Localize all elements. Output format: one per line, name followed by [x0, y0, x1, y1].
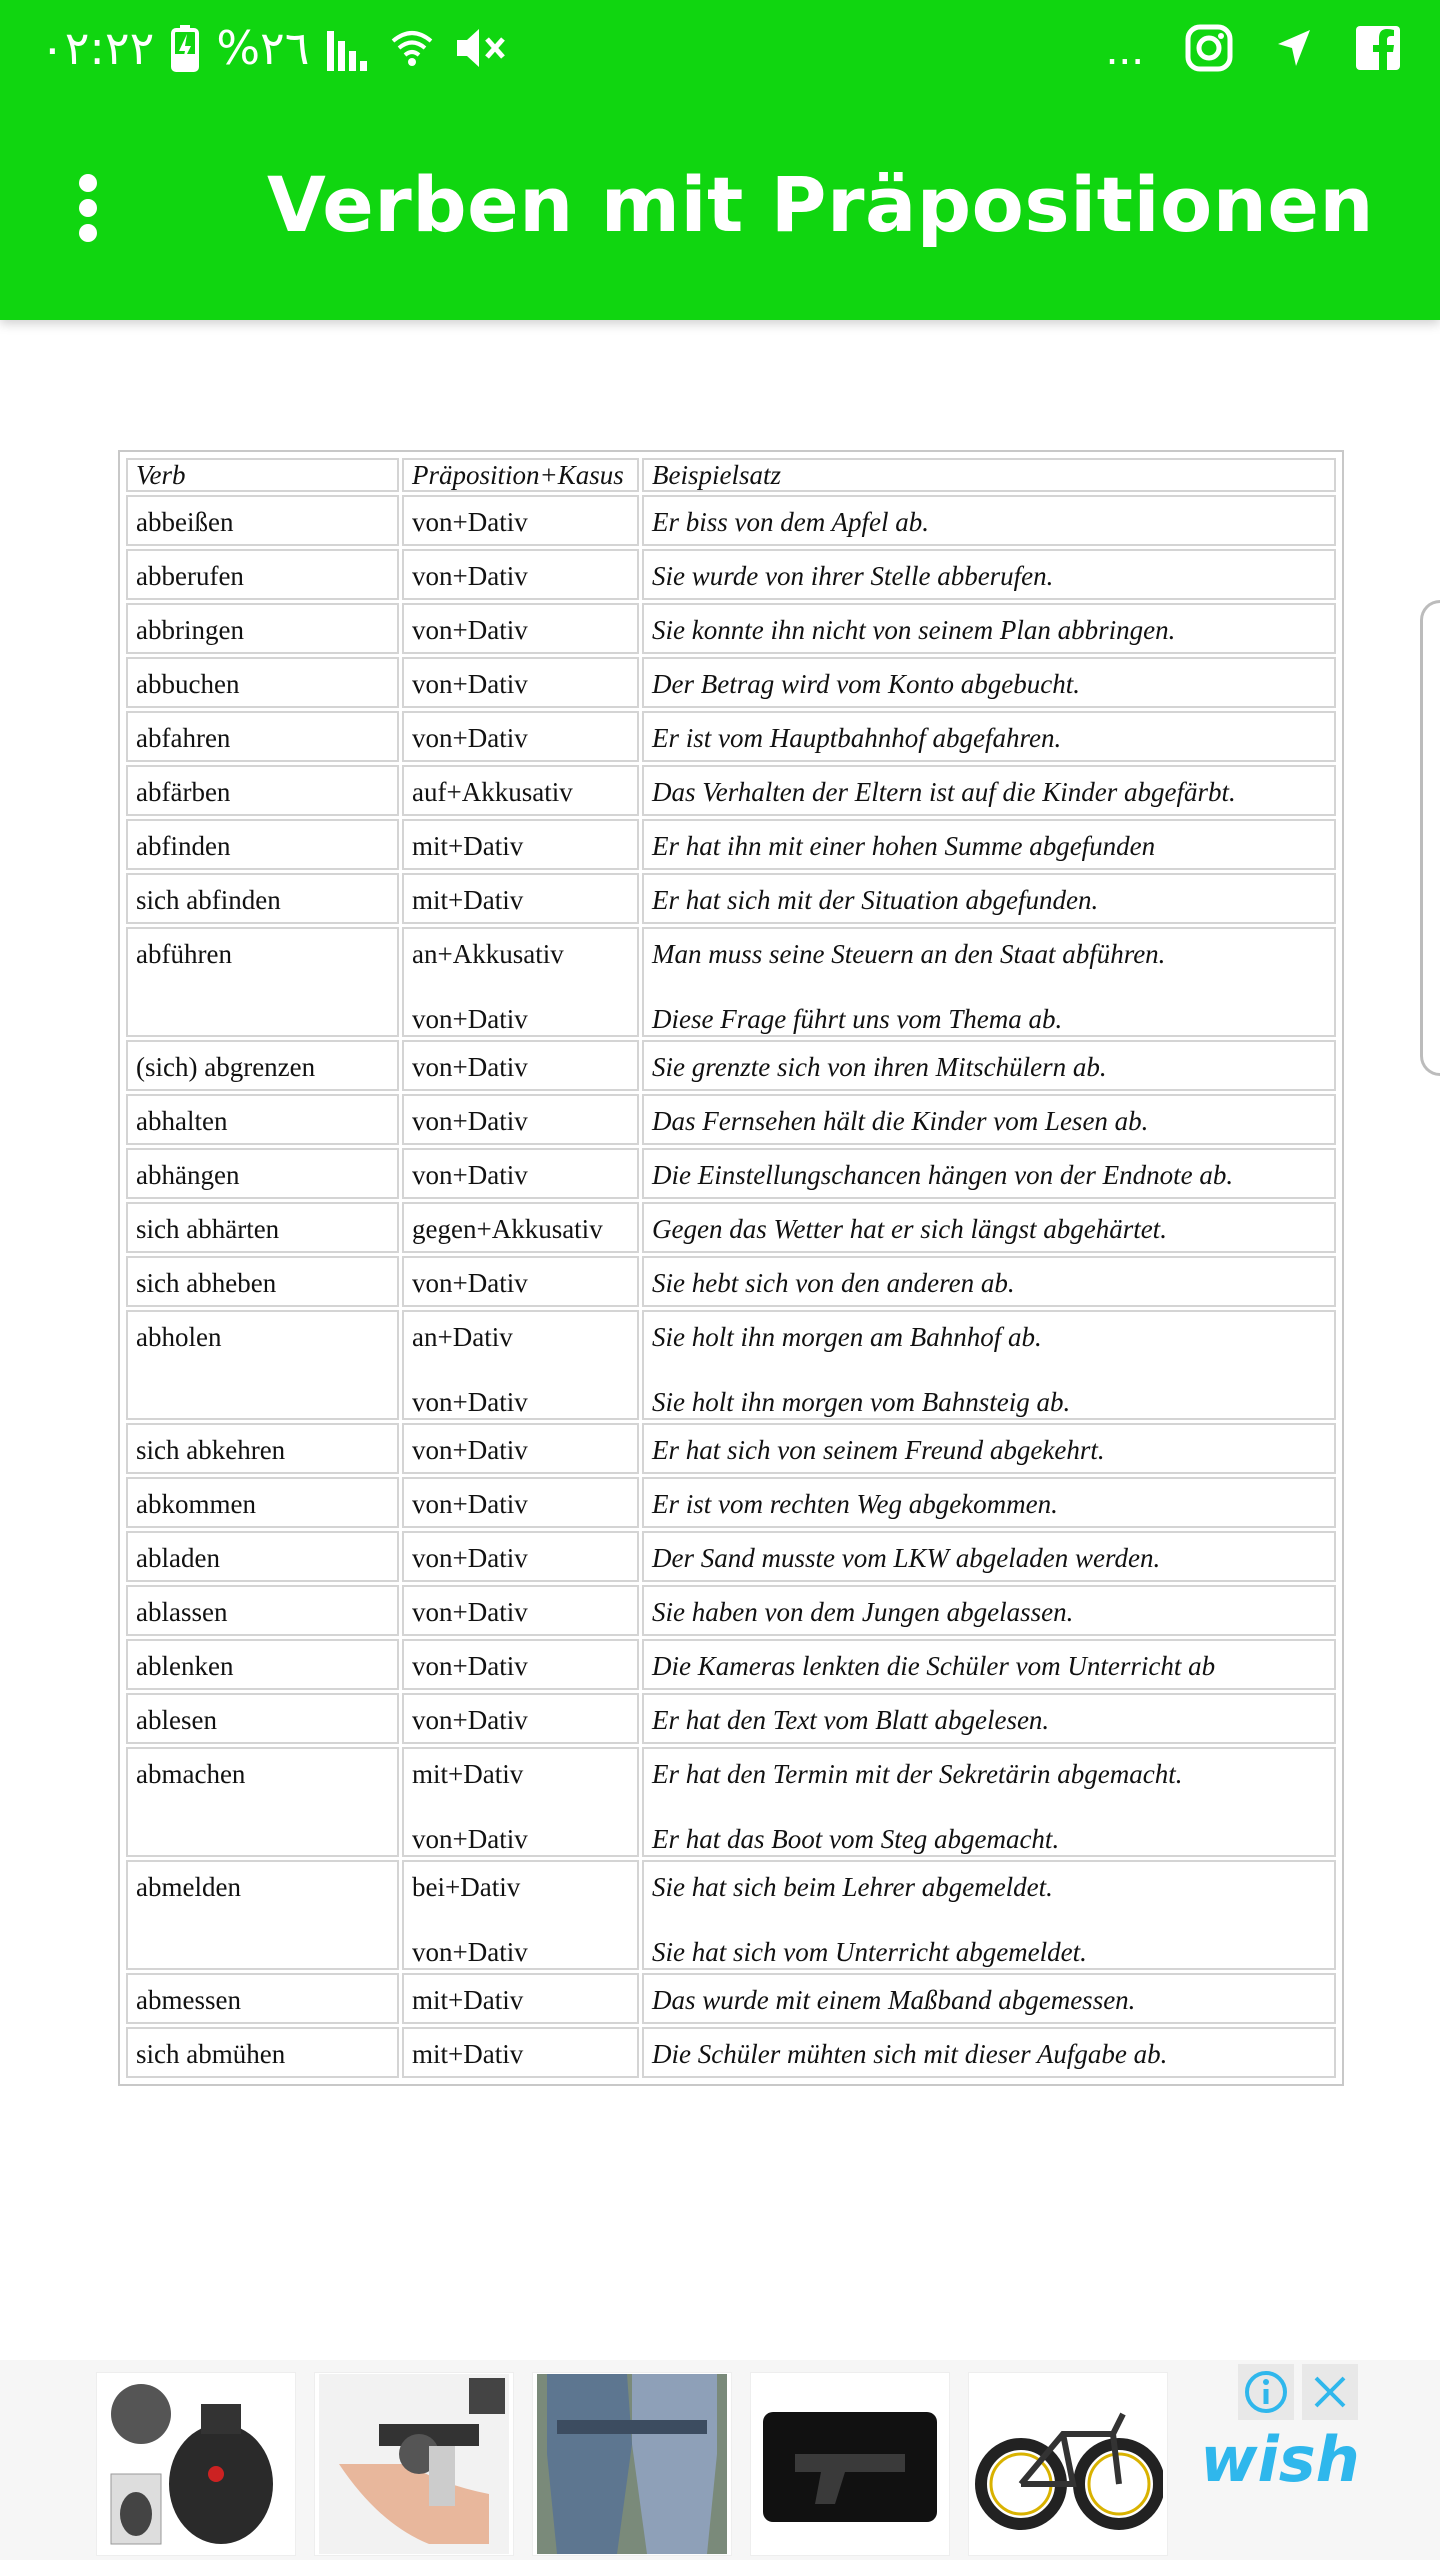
preposition-text: bei+Dativ: [412, 1872, 521, 1902]
clock: ٠٢:٢٢: [40, 21, 155, 75]
verb-cell: sich abmühen: [126, 2027, 399, 2078]
example-cell: [642, 495, 1336, 546]
example-sentence: Der Sand musste vom LKW abgeladen werden.: [652, 1543, 1161, 1573]
preposition-cell: [402, 549, 639, 600]
preposition-cell: [402, 1094, 639, 1145]
table-row: [126, 1693, 1336, 1744]
verb-cell: abbringen: [126, 603, 399, 654]
preposition-text: von+Dativ: [412, 723, 528, 753]
table-row: [126, 1639, 1336, 1690]
verb-cell: abführen: [126, 927, 399, 1037]
example-sentence: Sie holt ihn morgen am Bahnhof ab.: [652, 1322, 1042, 1352]
ad-product-grenade[interactable]: [96, 2372, 296, 2556]
preposition-text: auf+Akkusativ: [412, 777, 573, 807]
verb-cell: sich abkehren: [126, 1423, 399, 1474]
preposition-text: mit+Dativ: [412, 831, 524, 861]
verb-cell: ablassen: [126, 1585, 399, 1636]
preposition-cell: [402, 927, 639, 1037]
preposition-cell: [402, 1310, 639, 1420]
ad-product-leggings[interactable]: [532, 2372, 732, 2556]
table-row: [126, 2027, 1336, 2078]
verb-cell: abmessen: [126, 1973, 399, 2024]
verb-cell: abladen: [126, 1531, 399, 1582]
preposition-cell: [402, 1639, 639, 1690]
battery-charging-icon: [170, 24, 200, 72]
wish-logo[interactable]: wish: [1200, 2423, 1360, 2496]
close-icon: [1310, 2372, 1350, 2412]
scroll-handle[interactable]: [1420, 600, 1440, 1076]
example-cell: [642, 711, 1336, 762]
preposition-cell: [402, 1860, 639, 1970]
table-row: [126, 549, 1336, 600]
more-notifications-icon: ...: [1105, 22, 1144, 74]
menu-dot-icon: [79, 199, 97, 217]
verb-cell: abmachen: [126, 1747, 399, 1857]
preposition-cell: [402, 1202, 639, 1253]
app-bar: [0, 96, 1440, 320]
table-row: [126, 711, 1336, 762]
preposition-cell: [402, 1531, 639, 1582]
verb-cell: abmelden: [126, 1860, 399, 1970]
preposition-text: von+Dativ: [412, 1651, 528, 1681]
table-row: [126, 603, 1336, 654]
verb-cell: abfahren: [126, 711, 399, 762]
example-cell: [642, 1531, 1336, 1582]
verb-cell: abkommen: [126, 1477, 399, 1528]
app-header: [0, 0, 1440, 320]
example-cell: [642, 873, 1336, 924]
ad-product-revolver[interactable]: [314, 2372, 514, 2556]
table-body: [126, 495, 1336, 2078]
example-sentence: Die Kameras lenkten die Schüler vom Unterricht ab: [652, 1651, 1216, 1681]
example-cell: [642, 1693, 1336, 1744]
example-sentence: Sie holt ihn morgen vom Bahnsteig ab.: [652, 1387, 1071, 1417]
verb-cell: sich abhärten: [126, 1202, 399, 1253]
table-row: [126, 819, 1336, 870]
preposition-text: von+Dativ: [412, 1052, 528, 1082]
table-row: [126, 1747, 1336, 1857]
example-sentence: Sie hebt sich von den anderen ab.: [652, 1268, 1015, 1298]
preposition-text: mit+Dativ: [412, 885, 524, 915]
example-sentence: Er ist vom rechten Weg abgekommen.: [652, 1489, 1058, 1519]
preposition-cell: [402, 765, 639, 816]
wifi-icon: [389, 25, 435, 71]
example-sentence: Das Verhalten der Eltern ist auf die Kinder abgefärbt.: [652, 777, 1236, 807]
table-row: [126, 1423, 1336, 1474]
preposition-cell: [402, 1747, 639, 1857]
example-cell: [642, 657, 1336, 708]
example-sentence: Er hat den Text vom Blatt abgelesen.: [652, 1705, 1050, 1735]
example-sentence: Diese Frage führt uns vom Thema ab.: [652, 1004, 1063, 1034]
verb-cell: abholen: [126, 1310, 399, 1420]
preposition-text: von+Dativ: [412, 1597, 528, 1627]
example-sentence: Man muss seine Steuern an den Staat abführen.: [652, 939, 1166, 969]
table-row: [126, 495, 1336, 546]
example-sentence: Sie wurde von ihrer Stelle abberufen.: [652, 561, 1054, 591]
menu-dot-icon: [79, 174, 97, 192]
preposition-text: von+Dativ: [412, 615, 528, 645]
preposition-text: von+Dativ: [412, 1387, 528, 1417]
example-sentence: Gegen das Wetter hat er sich längst abgehärtet.: [652, 1214, 1167, 1244]
preposition-cell: [402, 1423, 639, 1474]
preposition-cell: [402, 1585, 639, 1636]
preposition-text: an+Dativ: [412, 1322, 513, 1352]
example-sentence: Der Betrag wird vom Konto abgebucht.: [652, 669, 1080, 699]
table-row: [126, 1202, 1336, 1253]
example-sentence: Sie hat sich vom Unterricht abgemeldet.: [652, 1937, 1087, 1967]
preposition-cell: [402, 657, 639, 708]
table-row: [126, 1973, 1336, 2024]
preposition-cell: [402, 1040, 639, 1091]
table-header-row: [126, 458, 1336, 492]
revolver-lighter-image: [319, 2374, 509, 2554]
example-sentence: Sie grenzte sich von ihren Mitschülern ab.: [652, 1052, 1107, 1082]
example-cell: [642, 1040, 1336, 1091]
overflow-menu-button[interactable]: [60, 168, 116, 248]
verb-table-document: [118, 450, 1344, 2086]
verb-cell: ablesen: [126, 1693, 399, 1744]
example-sentence: Er hat sich mit der Situation abgefunden.: [652, 885, 1099, 915]
example-sentence: Sie hat sich beim Lehrer abgemeldet.: [652, 1872, 1053, 1902]
verb-cell: sich abfinden: [126, 873, 399, 924]
example-sentence: Er hat sich von seinem Freund abgekehrt.: [652, 1435, 1105, 1465]
table-row: [126, 1531, 1336, 1582]
facebook-icon: [1354, 24, 1402, 72]
example-sentence: Das wurde mit einem Maßband abgemessen.: [652, 1985, 1136, 2015]
preposition-cell: [402, 495, 639, 546]
preposition-cell: [402, 819, 639, 870]
example-cell: [642, 1639, 1336, 1690]
example-cell: [642, 1860, 1336, 1970]
preposition-cell: [402, 1973, 639, 2024]
preposition-text: an+Akkusativ: [412, 939, 564, 969]
verb-cell: (sich) abgrenzen: [126, 1040, 399, 1091]
verb-cell: ablenken: [126, 1639, 399, 1690]
example-sentence: Sie konnte ihn nicht von seinem Plan abbringen.: [652, 615, 1176, 645]
battery-percent: %٢٦: [216, 21, 310, 75]
table-row: [126, 1585, 1336, 1636]
example-cell: [642, 603, 1336, 654]
grenade-lighter-image: [101, 2374, 291, 2554]
example-cell: [642, 1310, 1336, 1420]
preposition-cell: [402, 1693, 639, 1744]
page-title: Verben mit Präpositionen: [267, 160, 1374, 249]
table-row: [126, 927, 1336, 1037]
leggings-image: [537, 2374, 727, 2554]
instagram-icon: [1184, 23, 1234, 73]
preposition-text: von+Dativ: [412, 1435, 528, 1465]
preposition-text: von+Dativ: [412, 1937, 528, 1967]
example-cell: [642, 1256, 1336, 1307]
ad-info-button[interactable]: [1238, 2364, 1294, 2420]
example-sentence: Er hat ihn mit einer hohen Summe abgefunden: [652, 831, 1156, 861]
preposition-text: von+Dativ: [412, 1160, 528, 1190]
verb-cell: abfinden: [126, 819, 399, 870]
example-cell: [642, 1148, 1336, 1199]
preposition-text: von+Dativ: [412, 669, 528, 699]
header-verb: Verb: [126, 458, 399, 492]
preposition-text: von+Dativ: [412, 1004, 528, 1034]
preposition-text: von+Dativ: [412, 1489, 528, 1519]
example-sentence: Die Schüler mühten sich mit dieser Aufgabe ab.: [652, 2039, 1168, 2069]
example-cell: [642, 2027, 1336, 2078]
signal-icon: [325, 25, 373, 71]
table-row: [126, 1860, 1336, 1970]
example-sentence: Er biss von dem Apfel ab.: [652, 507, 929, 537]
example-cell: [642, 1202, 1336, 1253]
example-sentence: Das Fernsehen hält die Kinder vom Lesen ab.: [652, 1106, 1149, 1136]
table-row: [126, 1094, 1336, 1145]
table-row: [126, 1040, 1336, 1091]
example-sentence: Die Einstellungschancen hängen von der Endnote ab.: [652, 1160, 1234, 1190]
example-sentence: Er ist vom Hauptbahnhof abgefahren.: [652, 723, 1062, 753]
table-row: [126, 1310, 1336, 1420]
preposition-text: von+Dativ: [412, 1705, 528, 1735]
example-cell: [642, 1423, 1336, 1474]
preposition-cell: [402, 1477, 639, 1528]
verb-cell: abhängen: [126, 1148, 399, 1199]
example-sentence: Sie haben von dem Jungen abgelassen.: [652, 1597, 1074, 1627]
preposition-text: gegen+Akkusativ: [412, 1214, 603, 1244]
preposition-cell: [402, 1148, 639, 1199]
preposition-text: von+Dativ: [412, 1268, 528, 1298]
preposition-text: von+Dativ: [412, 1543, 528, 1573]
preposition-text: mit+Dativ: [412, 1985, 524, 2015]
verb-cell: abbeißen: [126, 495, 399, 546]
preposition-cell: [402, 2027, 639, 2078]
navigation-arrow-icon: [1274, 26, 1314, 70]
fat-tire-bike-image: [973, 2374, 1163, 2554]
mute-icon: [451, 23, 507, 73]
ad-product-bike[interactable]: [968, 2372, 1168, 2556]
verb-cell: sich abheben: [126, 1256, 399, 1307]
info-icon: [1243, 2369, 1289, 2415]
verb-cell: abhalten: [126, 1094, 399, 1145]
table-row: [126, 1148, 1336, 1199]
verb-table: [123, 455, 1339, 2081]
preposition-text: von+Dativ: [412, 1824, 528, 1854]
table-row: [126, 657, 1336, 708]
example-cell: [642, 1094, 1336, 1145]
header-preposition: Präposition+Kasus: [402, 458, 639, 492]
table-row: [126, 1256, 1336, 1307]
verb-cell: abbuchen: [126, 657, 399, 708]
example-cell: [642, 1747, 1336, 1857]
preposition-text: mit+Dativ: [412, 2039, 524, 2069]
status-bar: [0, 0, 1440, 96]
preposition-cell: [402, 873, 639, 924]
table-row: [126, 873, 1336, 924]
preposition-text: von+Dativ: [412, 561, 528, 591]
preposition-cell: [402, 603, 639, 654]
example-sentence: Er hat das Boot vom Steg abgemacht.: [652, 1824, 1060, 1854]
preposition-text: mit+Dativ: [412, 1759, 524, 1789]
preposition-cell: [402, 1256, 639, 1307]
example-cell: [642, 927, 1336, 1037]
verb-cell: abberufen: [126, 549, 399, 600]
ad-product-mousepad[interactable]: [750, 2372, 950, 2556]
header-example: Beispielsatz: [642, 458, 1336, 492]
table-row: [126, 765, 1336, 816]
ad-close-button[interactable]: [1302, 2364, 1358, 2420]
preposition-cell: [402, 711, 639, 762]
example-cell: [642, 765, 1336, 816]
verb-cell: abfärben: [126, 765, 399, 816]
example-cell: [642, 1973, 1336, 2024]
example-sentence: Er hat den Termin mit der Sekretärin abgemacht.: [652, 1759, 1183, 1789]
example-cell: [642, 819, 1336, 870]
example-cell: [642, 1585, 1336, 1636]
example-cell: [642, 1477, 1336, 1528]
preposition-text: von+Dativ: [412, 1106, 528, 1136]
menu-dot-icon: [79, 224, 97, 242]
table-row: [126, 1477, 1336, 1528]
pistol-mousepad-image: [755, 2374, 945, 2554]
example-cell: [642, 549, 1336, 600]
preposition-text: von+Dativ: [412, 507, 528, 537]
